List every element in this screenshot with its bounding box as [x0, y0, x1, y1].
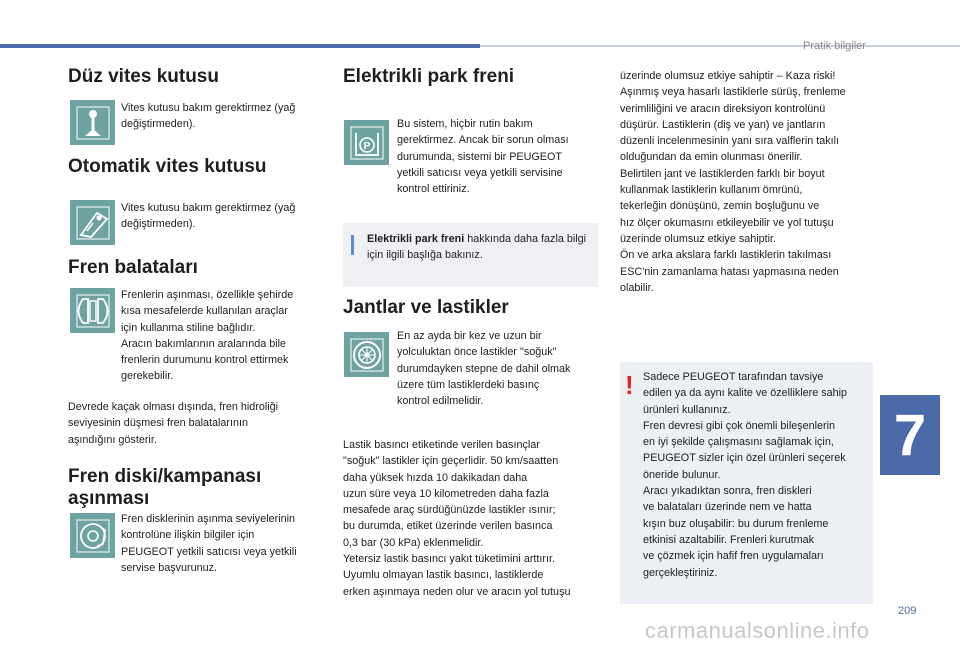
manual-gearbox-title: Düz vites kutusu: [68, 66, 219, 87]
brake-fluid-note: Devrede kaçak olması dışında, fren hidroliği seviyesinin düşmesi fren balatalarının aşındığını gösterir.: [68, 401, 279, 446]
brake-pads-title: Fren balataları: [68, 257, 198, 278]
warning-icon: !: [625, 370, 634, 400]
info-rest: hakkında daha fazla bilgi için ilgili başlığa bakınız.: [367, 233, 587, 262]
tyre-pressure-text: Lastik basıncı etiketinde verilen basınçlar "soğuk" lastikler için geçerlidir. 50 km/saatten daha yüksek hızda 10 dakikadan daha uzun süre veya 10 kilometreden daha fazla mesafede araç sürdüğünüzde lastikler ısınır; bu durumda, etiket üzerinde verilen basınca 0,3 bar (30 kPa) eklenmelidir. Yetersiz lastik basıncı yakıt tüketimini arttırır. Uyumlu olmayan lastik basıncı, lastiklerde erken aşınmaya neden olur ve aracın yol tutuşu: [343, 439, 571, 598]
gear-lever-icon: [70, 100, 115, 145]
svg-text:P: P: [363, 140, 370, 152]
manual-gearbox-text: Vites kutusu bakım gerektirmez (yağ değiştirmeden).: [121, 102, 296, 131]
header-bar-light: [480, 45, 960, 47]
warning-box: [620, 362, 873, 604]
tyre-info-continued: üzerinde olumsuz etkiye sahiptir – Kaza riski! Aşınmış veya hasarlı lastiklerle sürüş, frenleme verimliliğini ve aracın direksiyon kontrolünü düşürür. Lastiklerin (diş ve yan) ve jantların düzenli incelenmesinin yanı sıra valflerin takılı olduğundan da emin olunması önerilir. Belirtilen jant ve lastiklerden farklı bir boyut kullanmak lastiklerin kullanım ömrünü, tekerleğin dönüşünü, zemin boşluğunu ve hız ölçer okumasını etkileyebilir ve yol tutuşu üzerinde olumsuz etkiye sahiptir. Ön ve arka akslara farklı lastiklerin takılması ESC'nin zamanlama hatası yapmasına neden olabilir.: [620, 70, 846, 294]
park-brake-icon: [344, 120, 389, 165]
automatic-gearbox-text: Vites kutusu bakım gerektirmez (yağ değiştirmeden).: [121, 202, 296, 231]
wheels-title: Jantlar ve lastikler: [343, 297, 509, 318]
header-bar: [0, 44, 480, 48]
section-title: Pratik bilgiler: [803, 40, 866, 52]
brake-discs-title: Fren diski/kampanası aşınması: [68, 466, 262, 509]
brake-discs-text: Fren disklerinin aşınma seviyelerinin kontrolüne ilişkin bilgiler için PEUGEOT yetkili satıcısı veya yetkili servise başvurunuz.: [121, 513, 297, 574]
brake-pads-text: Frenlerin aşınması, özellikle şehirde kısa mesafelerde kullanılan araçlar için kullanma stiline bağlıdır. Aracın bakımlarının aralarında bile frenlerin durumunu kontrol ettirmek gerekebilir.: [121, 289, 294, 383]
info-icon: [351, 235, 354, 255]
watermark: carmanualsonline.info: [645, 618, 870, 643]
info-bold: Elektrikli park freni: [367, 233, 465, 245]
chapter-tab: 7: [880, 395, 940, 475]
automatic-gear-icon: [70, 200, 115, 245]
wheel-icon: [344, 332, 389, 377]
brake-disc-icon: [70, 513, 115, 558]
brake-pads-icon: [70, 288, 115, 333]
wheels-text: En az ayda bir kez ve uzun bir yolculuktan önce lastikler "soğuk" durumdayken stepne de dahil olmak üzere tüm lastiklerdeki basınç kontrol edilmelidir.: [397, 330, 571, 408]
automatic-gearbox-title: Otomatik vites kutusu: [68, 156, 267, 177]
park-brake-text: Bu sistem, hiçbir rutin bakım gerektirmez. Ancak bir sorun olması durumunda, sistemi bir PEUGEOT yetkili satıcısı veya yetkili servisine kontrol ettiriniz.: [397, 118, 569, 196]
park-brake-title: Elektrikli park freni: [343, 66, 515, 87]
info-box: [343, 223, 598, 287]
warning-text: Sadece PEUGEOT tarafından tavsiye edilen ya da aynı kalite ve özelliklere sahip ürünleri kullanınız. Fren devresi gibi çok önemli bileşenlerin en iyi şekilde çalışmasını sağlamak için, PEUGEOT sizler için özel ürünleri seçerek öneride bulunur. Aracı yıkadıktan sonra, fren diskleri ve balataları üzerinde nem ve hatta kışın buz oluşabilir: bu durum frenleme etkinisi azaltabilir. Frenleri kurutmak ve çözmek için hafif fren uygulamaları gerçekleştiriniz.: [643, 371, 848, 579]
info-text: [367, 231, 591, 264]
page-number: 209: [898, 605, 917, 617]
